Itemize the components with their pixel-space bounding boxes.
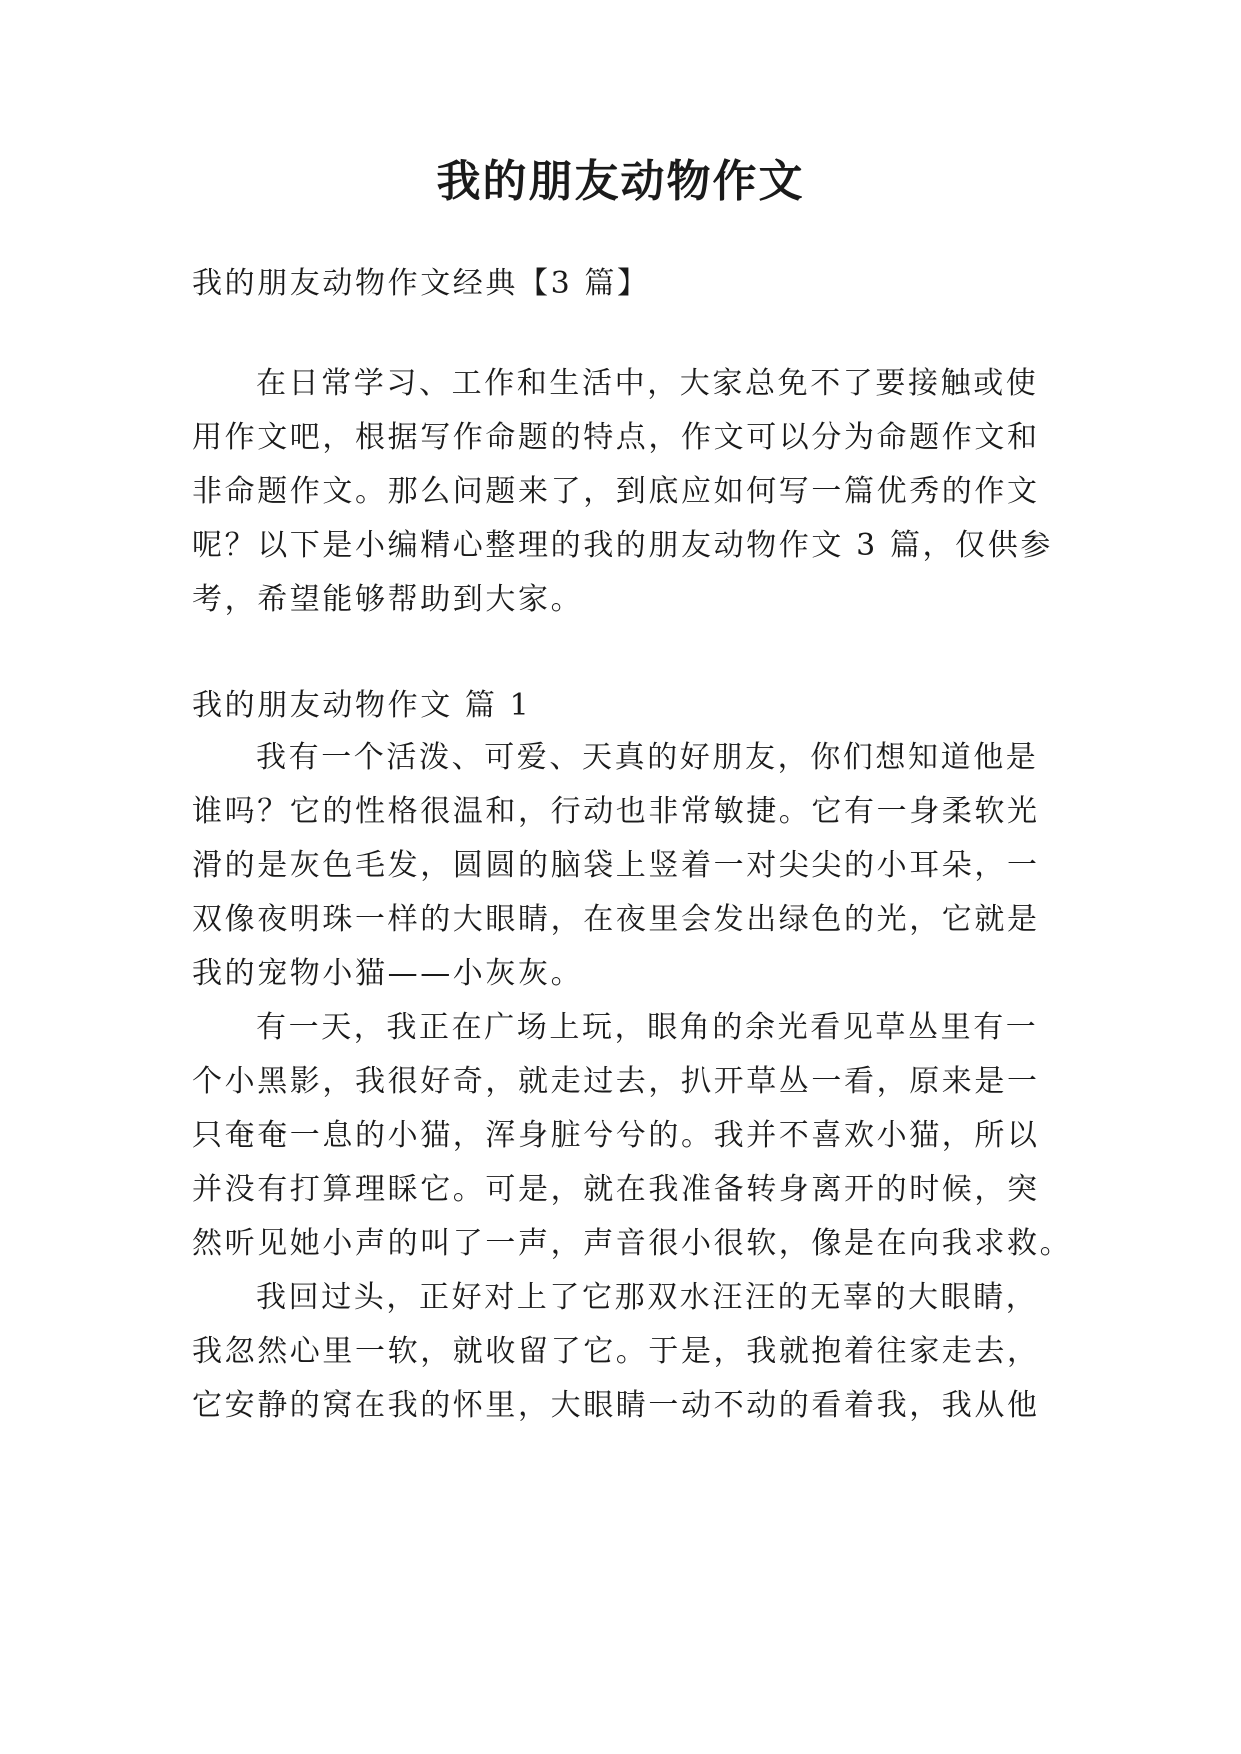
paragraph-line: 我回过头，正好对上了它那双水汪汪的无辜的大眼睛， xyxy=(256,1280,1039,1315)
paragraph-line: 我的宠物小猫——小灰灰。 xyxy=(192,956,584,991)
paragraph-line: 滑的是灰色毛发，圆圆的脑袋上竖着一对尖尖的小耳朵，一 xyxy=(192,848,1040,883)
paragraph-line: 有一天，我正在广场上玩，眼角的余光看见草丛里有一 xyxy=(256,1010,1039,1045)
paragraph-line: 它安静的窝在我的怀里，大眼睛一动不动的看着我，我从他 xyxy=(192,1388,1040,1423)
intro-line: 用作文吧，根据写作命题的特点，作文可以分为命题作文和 xyxy=(192,420,1040,455)
intro-line: 非命题作文。那么问题来了，到底应如何写一篇优秀的作文 xyxy=(192,474,1040,509)
intro-line: 考，希望能够帮助到大家。 xyxy=(192,582,584,617)
document-subtitle: 我的朋友动物作文经典【3 篇】 xyxy=(192,266,650,301)
section-heading: 我的朋友动物作文 篇 1 xyxy=(192,688,532,723)
intro-line: 在日常学习、工作和生活中，大家总免不了要接触或使 xyxy=(256,366,1039,401)
paragraph-line: 双像夜明珠一样的大眼睛，在夜里会发出绿色的光，它就是 xyxy=(192,902,1040,937)
paragraph-line: 我有一个活泼、可爱、天真的好朋友，你们想知道他是 xyxy=(256,740,1039,775)
document-title: 我的朋友动物作文 xyxy=(436,156,805,207)
paragraph-line: 谁吗？它的性格很温和，行动也非常敏捷。它有一身柔软光 xyxy=(192,794,1040,829)
intro-line: 呢？以下是小编精心整理的我的朋友动物作文 3 篇，仅供参 xyxy=(192,528,1053,563)
paragraph-line: 只奄奄一息的小猫，浑身脏兮兮的。我并不喜欢小猫，所以 xyxy=(192,1118,1040,1153)
paragraph-line: 并没有打算理睬它。可是，就在我准备转身离开的时候，突 xyxy=(192,1172,1040,1207)
paragraph-line: 个小黑影，我很好奇，就走过去，扒开草丛一看，原来是一 xyxy=(192,1064,1040,1099)
paragraph-line: 我忽然心里一软，就收留了它。于是，我就抱着往家走去， xyxy=(192,1334,1040,1369)
paragraph-line: 然听见她小声的叫了一声，声音很小很软，像是在向我求救。 xyxy=(192,1226,1073,1261)
